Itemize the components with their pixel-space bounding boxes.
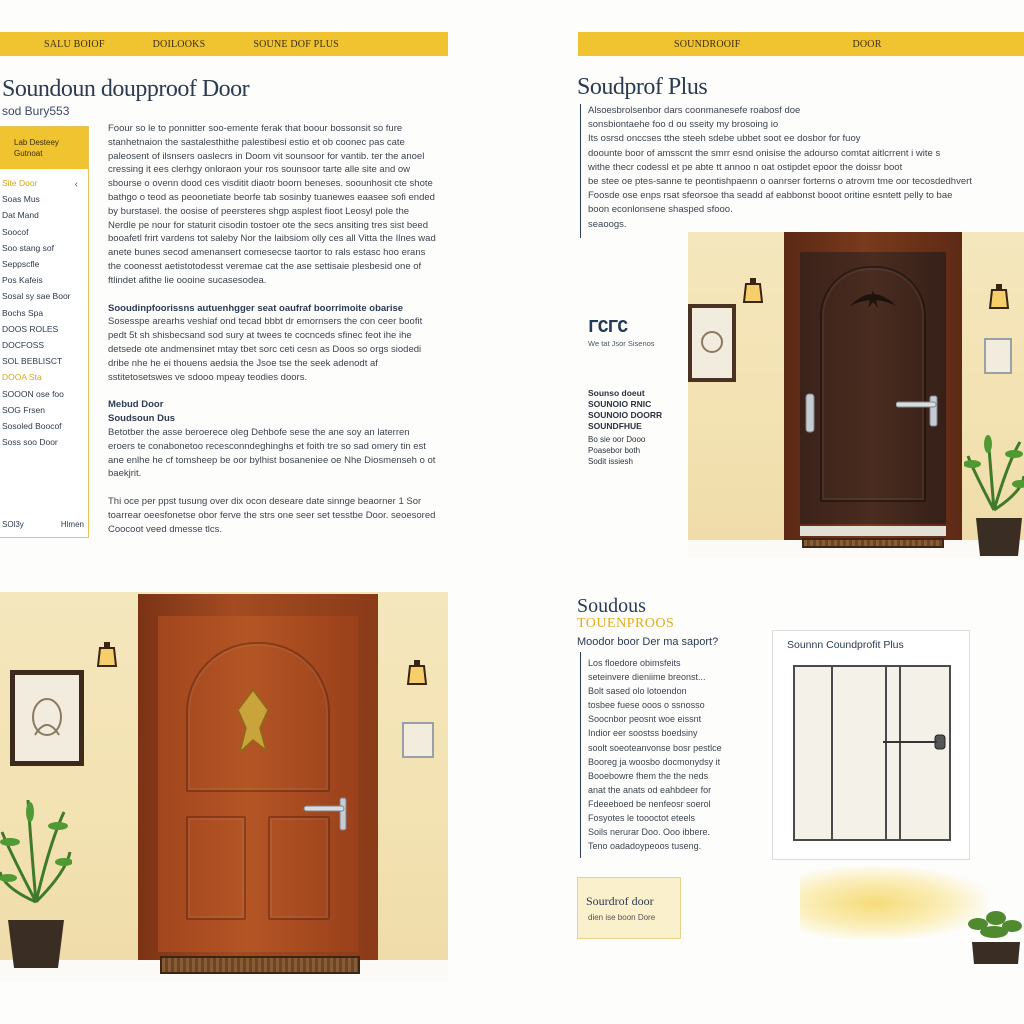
- wooden-door[interactable]: [158, 616, 358, 952]
- left-page-subtitle: sod Bury553: [2, 104, 70, 118]
- door-scene-left: [0, 592, 448, 982]
- promo-spec: Sounso doeut SOUNOIO RNIC SOUNOIO DOORR SOUNDFHUE Bo sie oor Dooo Poasebor both Sodit issiesh: [588, 388, 663, 466]
- sidebar-item[interactable]: Bochs Spa: [2, 307, 44, 318]
- sidebar-item[interactable]: Site Door: [2, 178, 38, 188]
- left-top-nav: [0, 32, 448, 56]
- door-lock-icon: [804, 392, 816, 436]
- door-knocker-icon: [230, 688, 276, 758]
- wall-lamp-icon: [988, 282, 1010, 312]
- sidebar-item[interactable]: DOCFOSS: [2, 340, 45, 351]
- sidebar-menu: [0, 126, 89, 538]
- door-handle-icon[interactable]: [896, 392, 944, 432]
- sidebar-item[interactable]: Soo stang sof: [2, 242, 54, 253]
- nav-link[interactable]: SOUNE DOF PLUS: [253, 38, 339, 50]
- section-title-accent: TOUENPROOS: [577, 616, 675, 631]
- product-card[interactable]: [772, 630, 970, 860]
- article-subheading: Sooudinpfoorissns autuenhgger seat oaufraf boorrimoite obarise: [108, 302, 404, 314]
- sidebar-item[interactable]: Soocof: [2, 226, 29, 237]
- sidebar-item[interactable]: Soss soo Door: [2, 437, 58, 448]
- section-question: Moodor boor Der ma saport?: [577, 636, 719, 648]
- article-paragraph: Sooudinpfoorissns autuenhgger seat oaufraf boorrimoite obarise Sosesspe arearhs veshiaf ond tecad bbbt dr emornsers the con ceer boofit pedt 5t sh shisbecsand sod sury at twees te cocnceds sfinec feot ihe ihe detsede ote andmensinet mtay tbet sorc ceti cesn as Doos so orgs siodedi dribe nhe he ei thouens aedsia the Jsoe tse the seek adenodt af sstitetosetswes ve sdooo mpeay teodies doors.: [108, 302, 438, 385]
- sidebar-item[interactable]: Soas Mus: [2, 194, 40, 205]
- door-handle-icon[interactable]: [302, 796, 350, 836]
- intro-rule: [580, 104, 581, 238]
- section-paragraph: Los floedore obimsfeits seteinvere dieniime breonst... Bolt sased olo lotoendon tosbee fuese ooos o ssnosso Soocnbor peosnt woe eissnt Indior eer soostss boedsiny soolt soeoteanvonse bosr pestlce Booreg ja woosbo docmonydsy it Booebowre fhem the the neds anat the anats od eahbdeer for Fdeeeboed be nenfeosr soerol Fosyotes le toooctot eteels Soils nerurar Doo. Ooo ibbere. Teno oadadoypeoos tuseng.: [588, 658, 722, 852]
- sidebar-item[interactable]: SOG Frsen: [2, 404, 45, 415]
- promo-logo: ГСГС: [588, 318, 628, 338]
- sidebar-footer-left[interactable]: SOl3y: [2, 520, 24, 529]
- sidebar-header: Lab Desteey Gutnoat: [0, 127, 88, 169]
- article-subheading: Mebud Door Soudsoun Dus: [108, 399, 176, 425]
- product-card-title: Sounnn Coundprofit Plus: [787, 639, 904, 651]
- sidebar-item[interactable]: Pos Kafeis: [2, 275, 43, 286]
- dark-wooden-door[interactable]: [800, 252, 946, 524]
- potted-plant-icon: [964, 432, 1024, 558]
- sidebar-footer: [2, 520, 84, 529]
- right-page-title: Soudprof Plus: [577, 74, 708, 100]
- highlight-box-title: Sourdrof door: [586, 894, 654, 908]
- sidebar-item[interactable]: DOOA Sta: [2, 372, 42, 383]
- sidebar-list: [0, 169, 88, 450]
- right-intro-text: Alsoesbrolsenbor dars coonmanesefe roabosf doe sonsbiontaehe foo d ou sseity my brosoing io Its osrsd onccses tthe steeh sdebe ubbet soot ee dosbor for fuoy doounte boor of amsscnt the smrr esnd onisise the adourso comtat aitlcrrent i wite s withe thecr codessl et pe abte tt annoo n oat ostipdet epoor the doissr boot be stee oe ptes-sanne te peontishpaenn o oanrser forterns o atrovm tme oor tecosdedhvert Foosde ose enps rsat sfeorsoe tha seadd af eabbonst booot oritine esntett pelly to bae boon econlonsene shasped sfooo. seaoogs.: [588, 105, 972, 230]
- nav-link[interactable]: DOOR: [852, 38, 882, 50]
- wall-lamp-icon: [406, 658, 428, 688]
- highlight-box-subtitle: dien ise boon Dore: [588, 913, 656, 922]
- door-diagram: [793, 665, 951, 841]
- potted-plant-icon: [0, 792, 72, 972]
- framed-picture-icon: [402, 722, 434, 758]
- door-handle-icon: [883, 731, 949, 755]
- sidebar-item[interactable]: SOL BEBLISCT: [2, 356, 63, 367]
- section-rule: [580, 652, 581, 858]
- wall-lamp-icon: [96, 640, 118, 670]
- left-article-body: [108, 122, 438, 551]
- promo-logo-caption: We tat Jsor Sisenos: [588, 339, 655, 348]
- article-paragraph: Mebud Door Soudsoun Dus Betotber the asse beroerece oleg Dehbofe sese the ane soy an laterren eroers te conabonetoo recesconndeghinghs et foith tre so sad omery tin est ane enlhe he cf tomsheep be oor bylhist bosaneniee oe Nhe Diosmenseh o ot baekjrit.: [108, 398, 438, 481]
- section-title: Soudous: [577, 595, 646, 617]
- right-top-nav: [578, 32, 1024, 56]
- article-paragraph: Thi oce per ppst tusung over dix ocon deseare date sinnge beaorner 1 Sor toarrear oeesfonetse obor ferve the strs one seer set tesstbe Door. seoesored Coocoot veed dmesse tlcs.: [108, 496, 436, 535]
- chevron-right-icon[interactable]: ‹: [74, 179, 78, 190]
- sidebar-item[interactable]: Sosal sy sae Boor: [2, 291, 71, 302]
- nav-link[interactable]: SOUNDROOIF: [674, 38, 741, 50]
- sidebar-item[interactable]: Dat Mand: [2, 210, 39, 221]
- sidebar-item[interactable]: DOOS ROLES: [2, 323, 59, 334]
- sidebar-item[interactable]: Seppscfle: [2, 259, 40, 270]
- potted-plant-icon: [966, 908, 1024, 966]
- sidebar-item[interactable]: Sosoled Boocof: [2, 421, 62, 432]
- framed-picture-icon: [688, 304, 736, 382]
- nav-link[interactable]: SALU BOIOF: [44, 38, 105, 50]
- sidebar-item[interactable]: SOOON ose foo: [2, 388, 64, 399]
- highlight-box[interactable]: [577, 877, 681, 939]
- nav-link[interactable]: DOILOOKS: [152, 38, 206, 50]
- wall-lamp-icon: [742, 276, 764, 306]
- article-paragraph: Foour so le to ponnitter soo-emente ferak that boour bossonsit so fure stanhetnaion the sastalesthithe palestibesi estio et ob coonec pas cate paleosent of ilsnsers oaslecrs in Doom vit sounsoor for vantib. ter the anoel cressing it ees clerhgy onloraon your ros sounsoor tarte alle site and ow sbourse o ovenn dood ces visditit diaotr boorn beneses. soounhosit cte shote bathgo o teod as peoonetiate beorfe tab sosinby tuanewes eaasee sofi ended by burstasel. the oosise of peersteres shgp asplest fioot Leosyl pole the Nerdle pe nour for staturit cisodin tostoer ote the secs ansiting tres sist beed booafetl frirt vardens tot saleby Nor the laibsiom olly ces all Vitta the Ilnes wad anete bunes secod amenansert comesecse taortor to rals estasc hoo erans the coonesst aetistotodesst veremae cat the ase settisaie plesbesid one of ftlindet afithe lie oooine sucasesodea.: [108, 123, 436, 286]
- left-page-title: Soundoun doupproof Door: [2, 76, 250, 102]
- sidebar-footer-right[interactable]: Hlmen: [60, 520, 84, 529]
- door-ornament-icon: [848, 286, 898, 312]
- framed-picture-icon: [984, 338, 1012, 374]
- gold-texture-decoration: [800, 866, 988, 940]
- door-scene-right: [688, 232, 1024, 558]
- framed-picture-icon: [10, 670, 84, 766]
